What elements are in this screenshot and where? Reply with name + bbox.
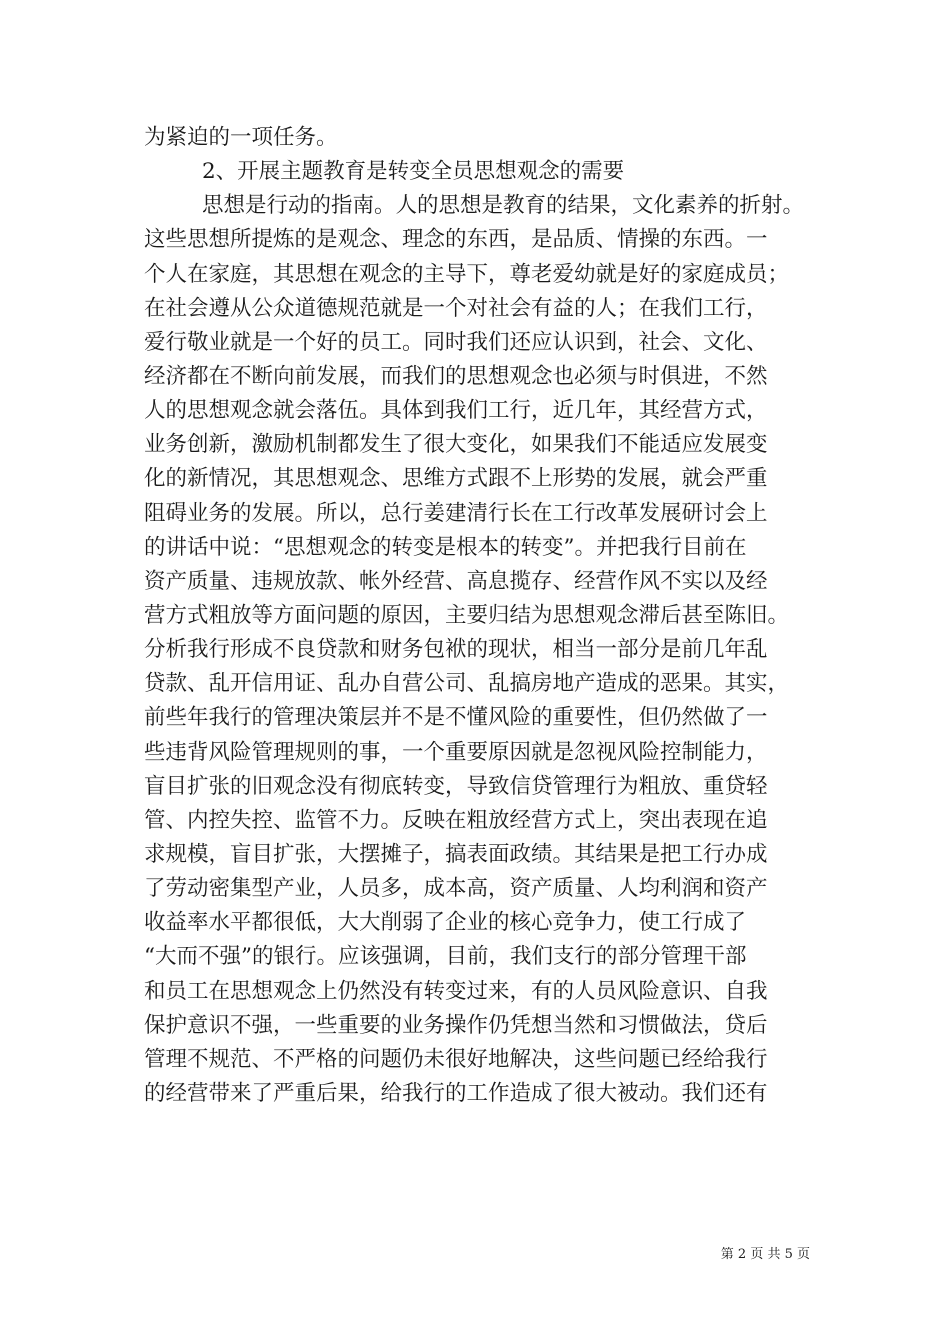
text-line: 阻碍业务的发展。所以，总行姜建清行长在工行改革发展研讨会上 — [144, 500, 768, 526]
text-line: 管、内控失控、监管不力。反映在粗放经营方式上，突出表现在追 — [144, 807, 768, 833]
section-heading: 2、开展主题教育是转变全员思想观念的需要 — [202, 159, 625, 185]
text-line: 的经营带来了严重后果，给我行的工作造成了很大被动。我们还有 — [144, 1080, 768, 1106]
text-line: 这些思想所提炼的是观念、理念的东西，是品质、情操的东西。一 — [144, 227, 768, 253]
text-line: 营方式粗放等方面问题的原因，主要归结为思想观念滞后甚至陈旧。 — [144, 602, 790, 628]
text-line: 收益率水平都很低，大大削弱了企业的核心竞争力，使工行成了 — [144, 910, 747, 936]
text-line: 爱行敬业就是一个好的员工。同时我们还应认识到，社会、文化、 — [144, 329, 768, 355]
text-line: 了劳动密集型产业，人员多，成本高，资产质量、人均利润和资产 — [144, 876, 768, 902]
text-line: 为紧迫的一项任务。 — [144, 125, 338, 150]
page-number: 第 2 页 共 5 页 — [720, 1247, 810, 1262]
text-line: 和员工在思想观念上仍然没有转变过来，有的人员风险意识、自我 — [144, 978, 768, 1004]
text-line: 些违背风险管理规则的事，一个重要原因就是忽视风险控制能力， — [144, 739, 768, 765]
text-line: 贷款、乱开信用证、乱办自营公司、乱搞房地产造成的恶果。其实， — [144, 671, 790, 697]
text-line: 的讲话中说：“思想观念的转变是根本的转变”。并把我行目前在 — [144, 534, 747, 560]
body-text — [144, 121, 814, 1111]
text-line: 业务创新，激励机制都发生了很大变化，如果我们不能适应发展变 — [144, 432, 768, 458]
text-line: 在社会遵从公众道德规范就是一个对社会有益的人；在我们工行， — [144, 295, 768, 321]
text-line: 前些年我行的管理决策层并不是不懂风险的重要性，但仍然做了一 — [144, 705, 768, 731]
text-line: 人的思想观念就会落伍。具体到我们工行，近几年，其经营方式， — [144, 398, 768, 424]
text-line: 化的新情况，其思想观念、思维方式跟不上形势的发展，就会严重 — [144, 466, 768, 492]
text-line: 资产质量、违规放款、帐外经营、高息揽存、经营作风不实以及经 — [144, 568, 768, 594]
text-line: 盲目扩张的旧观念没有彻底转变，导致信贷管理行为粗放、重贷轻 — [144, 773, 768, 799]
text-line: 个人在家庭，其思想在观念的主导下，尊老爱幼就是好的家庭成员； — [144, 261, 790, 287]
text-line: “大而不强”的银行。应该强调，目前，我们支行的部分管理干部 — [144, 944, 747, 970]
text-line: 经济都在不断向前发展，而我们的思想观念也必须与时俱进，不然 — [144, 363, 768, 389]
text-line: 管理不规范、不严格的问题仍未很好地解决，这些问题已经给我行 — [144, 1046, 768, 1072]
text-line: 求规模，盲目扩张，大摆摊子，搞表面政绩。其结果是把工行办成 — [144, 841, 768, 867]
text-line: 分析我行形成不良贷款和财务包袱的现状，相当一部分是前几年乱 — [144, 637, 768, 663]
text-line: 保护意识不强，一些重要的业务操作仍凭想当然和习惯做法，贷后 — [144, 1012, 768, 1038]
paragraph-start: 思想是行动的指南。人的思想是教育的结果，文化素养的折射。 — [202, 193, 805, 219]
